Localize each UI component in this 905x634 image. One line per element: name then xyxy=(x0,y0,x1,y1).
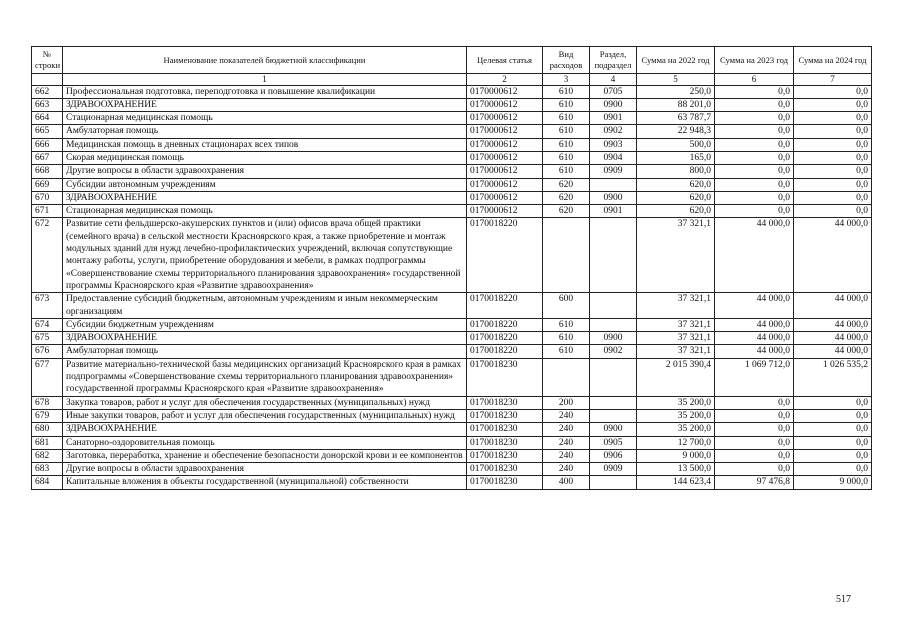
row-section: 0903 xyxy=(590,138,637,151)
table-row xyxy=(32,318,872,331)
row-expense-type xyxy=(543,358,590,396)
row-sum-2023: 0,0 xyxy=(715,396,794,409)
table-row xyxy=(32,463,872,476)
row-name: Профессиональная подготовка, переподготовка и повышение квалификации xyxy=(63,85,467,98)
row-target-code: 0170018230 xyxy=(467,396,543,409)
row-expense-type xyxy=(543,218,590,293)
row-name: Субсидии автономным учреждениям xyxy=(63,178,467,191)
row-sum-2022: 800,0 xyxy=(637,165,715,178)
row-section xyxy=(590,218,637,293)
row-sum-2023: 0,0 xyxy=(715,98,794,111)
row-sum-2022: 22 948,3 xyxy=(637,125,715,138)
row-target-code: 0170000612 xyxy=(467,112,543,125)
row-sum-2022: 620,0 xyxy=(637,178,715,191)
row-number: 666 xyxy=(32,138,63,151)
row-section: 0900 xyxy=(590,332,637,345)
column-index: 4 xyxy=(590,74,637,86)
row-expense-type: 610 xyxy=(543,345,590,358)
row-name: Закупка товаров, работ и услуг для обеспечения государственных (муниципальных) нужд xyxy=(63,396,467,409)
row-sum-2023: 0,0 xyxy=(715,151,794,164)
row-sum-2023: 0,0 xyxy=(715,138,794,151)
row-sum-2023: 0,0 xyxy=(715,125,794,138)
table-row xyxy=(32,98,872,111)
row-target-code: 0170000612 xyxy=(467,205,543,218)
row-name: Капитальные вложения в объекты государственной (муниципальной) собственности xyxy=(63,476,467,489)
row-sum-2022: 37 321,1 xyxy=(637,318,715,331)
row-target-code: 0170000612 xyxy=(467,165,543,178)
row-target-code: 0170000612 xyxy=(467,151,543,164)
row-number: 674 xyxy=(32,318,63,331)
row-expense-type: 240 xyxy=(543,423,590,436)
column-index-row xyxy=(32,74,872,86)
row-section xyxy=(590,358,637,396)
row-section: 0909 xyxy=(590,463,637,476)
row-number: 673 xyxy=(32,293,63,319)
page-number: 517 xyxy=(836,594,851,605)
row-sum-2022: 620,0 xyxy=(637,205,715,218)
row-sum-2022: 63 787,7 xyxy=(637,112,715,125)
row-sum-2023: 0,0 xyxy=(715,449,794,462)
row-expense-type: 400 xyxy=(543,476,590,489)
row-sum-2024: 9 000,0 xyxy=(794,476,872,489)
row-sum-2023: 0,0 xyxy=(715,463,794,476)
row-sum-2024: 0,0 xyxy=(794,436,872,449)
table-row xyxy=(32,112,872,125)
row-sum-2024: 0,0 xyxy=(794,151,872,164)
row-sum-2024: 0,0 xyxy=(794,138,872,151)
row-expense-type: 620 xyxy=(543,178,590,191)
row-sum-2024: 0,0 xyxy=(794,98,872,111)
row-number: 664 xyxy=(32,112,63,125)
row-sum-2022: 35 200,0 xyxy=(637,423,715,436)
row-sum-2024: 1 026 535,2 xyxy=(794,358,872,396)
row-sum-2024: 44 000,0 xyxy=(794,218,872,293)
row-target-code: 0170000612 xyxy=(467,85,543,98)
row-number: 676 xyxy=(32,345,63,358)
row-name: ЗДРАВООХРАНЕНИЕ xyxy=(63,332,467,345)
row-target-code: 0170018230 xyxy=(467,449,543,462)
row-sum-2024: 0,0 xyxy=(794,165,872,178)
row-section: 0901 xyxy=(590,112,637,125)
row-target-code: 0170018230 xyxy=(467,436,543,449)
row-section xyxy=(590,409,637,422)
row-number: 668 xyxy=(32,165,63,178)
row-number: 679 xyxy=(32,409,63,422)
row-sum-2023: 44 000,0 xyxy=(715,293,794,319)
row-sum-2024: 0,0 xyxy=(794,178,872,191)
row-target-code: 0170018220 xyxy=(467,218,543,293)
row-expense-type: 610 xyxy=(543,165,590,178)
row-section: 0906 xyxy=(590,449,637,462)
row-sum-2023: 0,0 xyxy=(715,112,794,125)
row-sum-2023: 44 000,0 xyxy=(715,218,794,293)
row-sum-2022: 37 321,1 xyxy=(637,218,715,293)
row-target-code: 0170018230 xyxy=(467,358,543,396)
row-name: Скорая медицинская помощь xyxy=(63,151,467,164)
row-expense-type: 620 xyxy=(543,191,590,204)
row-sum-2022: 35 200,0 xyxy=(637,409,715,422)
row-section: 0905 xyxy=(590,436,637,449)
table-row xyxy=(32,191,872,204)
row-expense-type: 240 xyxy=(543,449,590,462)
row-expense-type: 240 xyxy=(543,463,590,476)
row-sum-2024: 0,0 xyxy=(794,85,872,98)
row-sum-2024: 0,0 xyxy=(794,409,872,422)
row-name: ЗДРАВООХРАНЕНИЕ xyxy=(63,191,467,204)
row-target-code: 0170018230 xyxy=(467,476,543,489)
row-name: ЗДРАВООХРАНЕНИЕ xyxy=(63,423,467,436)
row-sum-2023: 0,0 xyxy=(715,85,794,98)
table-row xyxy=(32,138,872,151)
table-row xyxy=(32,358,872,396)
row-number: 672 xyxy=(32,218,63,293)
row-expense-type: 610 xyxy=(543,98,590,111)
row-section: 0900 xyxy=(590,98,637,111)
header-section: Раздел, подраздел xyxy=(590,47,637,74)
row-sum-2022: 37 321,1 xyxy=(637,293,715,319)
row-section: 0705 xyxy=(590,85,637,98)
row-sum-2022: 88 201,0 xyxy=(637,98,715,111)
row-name: Предоставление субсидий бюджетным, автономным учреждениям и иным некоммерческим организациям xyxy=(63,293,467,319)
row-sum-2024: 0,0 xyxy=(794,191,872,204)
header-sum-2024: Сумма на 2024 год xyxy=(794,47,872,74)
row-sum-2023: 97 476,8 xyxy=(715,476,794,489)
column-index: 3 xyxy=(543,74,590,86)
row-number: 678 xyxy=(32,396,63,409)
row-number: 675 xyxy=(32,332,63,345)
row-expense-type: 610 xyxy=(543,112,590,125)
row-expense-type: 610 xyxy=(543,138,590,151)
row-section: 0909 xyxy=(590,165,637,178)
budget-table xyxy=(31,46,872,490)
row-target-code: 0170000612 xyxy=(467,125,543,138)
row-sum-2024: 0,0 xyxy=(794,112,872,125)
row-number: 684 xyxy=(32,476,63,489)
row-target-code: 0170018220 xyxy=(467,318,543,331)
row-sum-2024: 44 000,0 xyxy=(794,332,872,345)
table-row xyxy=(32,332,872,345)
row-number: 667 xyxy=(32,151,63,164)
row-number: 662 xyxy=(32,85,63,98)
row-number: 677 xyxy=(32,358,63,396)
header-code: Целевая статья xyxy=(467,47,543,74)
column-index: 5 xyxy=(637,74,715,86)
row-sum-2022: 250,0 xyxy=(637,85,715,98)
table-body xyxy=(32,85,872,489)
row-number: 663 xyxy=(32,98,63,111)
row-sum-2023: 44 000,0 xyxy=(715,318,794,331)
header-name: Наименование показателей бюджетной классификации xyxy=(63,47,467,74)
row-name: Заготовка, переработка, хранение и обеспечение безопасности донорской крови и ее компонентов xyxy=(63,449,467,462)
row-sum-2024: 0,0 xyxy=(794,396,872,409)
row-number: 669 xyxy=(32,178,63,191)
row-number: 665 xyxy=(32,125,63,138)
row-target-code: 0170018220 xyxy=(467,293,543,319)
row-section: 0902 xyxy=(590,345,637,358)
row-sum-2024: 44 000,0 xyxy=(794,318,872,331)
row-sum-2023: 0,0 xyxy=(715,165,794,178)
row-target-code: 0170018230 xyxy=(467,409,543,422)
row-section xyxy=(590,476,637,489)
row-name: Другие вопросы в области здравоохранения xyxy=(63,463,467,476)
row-section xyxy=(590,318,637,331)
row-target-code: 0170000612 xyxy=(467,178,543,191)
row-sum-2023: 0,0 xyxy=(715,436,794,449)
row-sum-2023: 0,0 xyxy=(715,423,794,436)
column-index: 2 xyxy=(467,74,543,86)
row-sum-2023: 44 000,0 xyxy=(715,332,794,345)
row-sum-2023: 0,0 xyxy=(715,409,794,422)
row-sum-2024: 44 000,0 xyxy=(794,345,872,358)
row-sum-2024: 0,0 xyxy=(794,423,872,436)
row-sum-2022: 35 200,0 xyxy=(637,396,715,409)
header-sum-2022: Сумма на 2022 год xyxy=(637,47,715,74)
column-index: 7 xyxy=(794,74,872,86)
row-sum-2023: 0,0 xyxy=(715,191,794,204)
row-name: Стационарная медицинская помощь xyxy=(63,205,467,218)
row-section xyxy=(590,178,637,191)
table-row xyxy=(32,218,872,293)
table-row xyxy=(32,151,872,164)
table-row xyxy=(32,423,872,436)
row-sum-2024: 0,0 xyxy=(794,205,872,218)
row-target-code: 0170018230 xyxy=(467,423,543,436)
row-name: Медицинская помощь в дневных стационарах всех типов xyxy=(63,138,467,151)
row-sum-2022: 13 500,0 xyxy=(637,463,715,476)
table-row xyxy=(32,178,872,191)
row-section: 0902 xyxy=(590,125,637,138)
row-section: 0901 xyxy=(590,205,637,218)
row-target-code: 0170000612 xyxy=(467,191,543,204)
row-sum-2022: 37 321,1 xyxy=(637,345,715,358)
row-expense-type: 610 xyxy=(543,318,590,331)
row-sum-2023: 44 000,0 xyxy=(715,345,794,358)
row-sum-2022: 9 000,0 xyxy=(637,449,715,462)
row-sum-2024: 0,0 xyxy=(794,463,872,476)
row-number: 670 xyxy=(32,191,63,204)
row-sum-2022: 2 015 390,4 xyxy=(637,358,715,396)
row-target-code: 0170018230 xyxy=(467,463,543,476)
table-row xyxy=(32,125,872,138)
row-section: 0904 xyxy=(590,151,637,164)
row-sum-2022: 37 321,1 xyxy=(637,332,715,345)
table-row xyxy=(32,436,872,449)
row-section: 0900 xyxy=(590,423,637,436)
row-sum-2024: 44 000,0 xyxy=(794,293,872,319)
row-name: Амбулаторная помощь xyxy=(63,125,467,138)
table-header-row xyxy=(32,47,872,74)
row-target-code: 0170018220 xyxy=(467,332,543,345)
table-row xyxy=(32,449,872,462)
table-row xyxy=(32,476,872,489)
row-expense-type: 240 xyxy=(543,409,590,422)
row-expense-type: 620 xyxy=(543,205,590,218)
table-row xyxy=(32,205,872,218)
row-expense-type: 610 xyxy=(543,85,590,98)
row-target-code: 0170018220 xyxy=(467,345,543,358)
row-sum-2022: 12 700,0 xyxy=(637,436,715,449)
row-name: Стационарная медицинская помощь xyxy=(63,112,467,125)
table-row xyxy=(32,165,872,178)
row-expense-type: 200 xyxy=(543,396,590,409)
row-section xyxy=(590,396,637,409)
row-sum-2022: 144 623,4 xyxy=(637,476,715,489)
row-number: 671 xyxy=(32,205,63,218)
row-section xyxy=(590,293,637,319)
row-number: 681 xyxy=(32,436,63,449)
row-number: 680 xyxy=(32,423,63,436)
row-name: Развитие материально-технической базы медицинских организаций Красноярского края в рамках подпрограммы «Совершенствование схемы территориального планирования здравоохранения» государственной программы Красноярского края «Развитие здравоохранения» xyxy=(63,358,467,396)
column-index: 1 xyxy=(63,74,467,86)
row-expense-type: 610 xyxy=(543,125,590,138)
row-sum-2024: 0,0 xyxy=(794,449,872,462)
row-name: Развитие сети фельдшерско-акушерских пунктов и (или) офисов врача общей практики (семейного врача) в сельской местности Красноярского края, а также приобретение и монтаж модульных зданий для нужд лечебно-профилактических учреждений, включая сопутствующие монтажу работы, услуги, приобретение оборудования и мебели, в рамках подпрограммы «Совершенствование схемы территориального планирования здравоохранения» государственной программы Красноярского края «Развитие здравоохранения» xyxy=(63,218,467,293)
header-vid: Вид расходов xyxy=(543,47,590,74)
row-sum-2023: 0,0 xyxy=(715,205,794,218)
table-row xyxy=(32,396,872,409)
row-number: 682 xyxy=(32,449,63,462)
table-row xyxy=(32,293,872,319)
row-sum-2022: 620,0 xyxy=(637,191,715,204)
row-expense-type: 600 xyxy=(543,293,590,319)
row-expense-type: 610 xyxy=(543,151,590,164)
row-name: Амбулаторная помощь xyxy=(63,345,467,358)
header-sum-2023: Сумма на 2023 год xyxy=(715,47,794,74)
header-num: № строки xyxy=(32,47,63,74)
row-expense-type: 240 xyxy=(543,436,590,449)
row-name: Другие вопросы в области здравоохранения xyxy=(63,165,467,178)
row-name: Санаторно-оздоровительная помощь xyxy=(63,436,467,449)
table-row xyxy=(32,409,872,422)
table-row xyxy=(32,85,872,98)
row-target-code: 0170000612 xyxy=(467,138,543,151)
row-sum-2022: 165,0 xyxy=(637,151,715,164)
row-name: Иные закупки товаров, работ и услуг для обеспечения государственных (муниципальных) нужд xyxy=(63,409,467,422)
row-number: 683 xyxy=(32,463,63,476)
column-index: 6 xyxy=(715,74,794,86)
table-row xyxy=(32,345,872,358)
row-target-code: 0170000612 xyxy=(467,98,543,111)
row-expense-type: 610 xyxy=(543,332,590,345)
row-sum-2022: 500,0 xyxy=(637,138,715,151)
row-name: ЗДРАВООХРАНЕНИЕ xyxy=(63,98,467,111)
row-sum-2023: 0,0 xyxy=(715,178,794,191)
row-sum-2024: 0,0 xyxy=(794,125,872,138)
row-name: Субсидии бюджетным учреждениям xyxy=(63,318,467,331)
column-index xyxy=(32,74,63,86)
row-section: 0900 xyxy=(590,191,637,204)
row-sum-2023: 1 069 712,0 xyxy=(715,358,794,396)
